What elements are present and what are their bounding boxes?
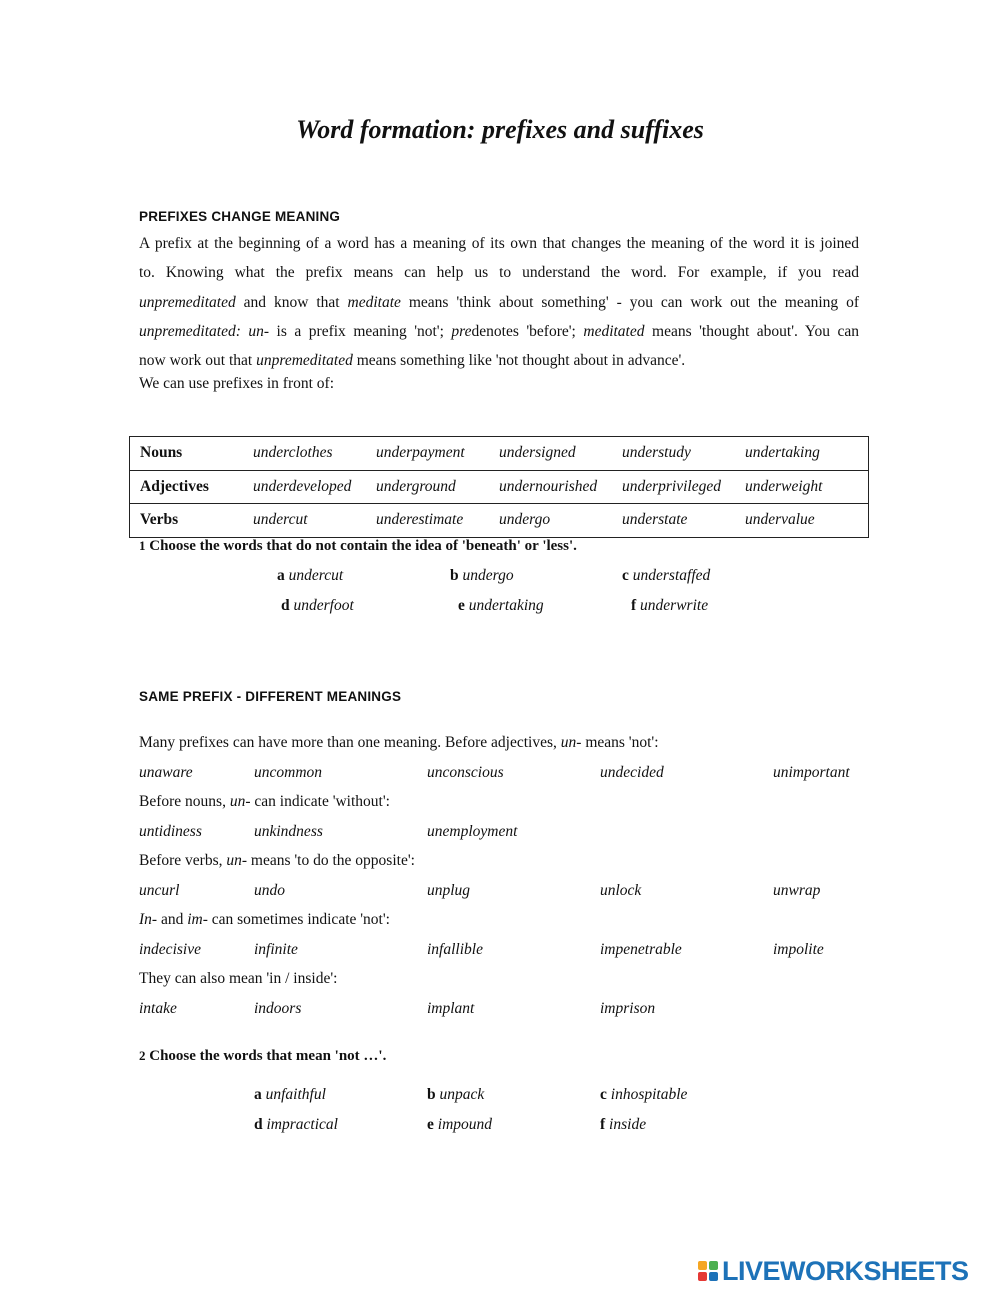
- paragraph-text: meditate: [347, 293, 401, 311]
- intro-text: They can also mean 'in / inside':: [139, 970, 338, 987]
- prefix-meaning-intro: [139, 970, 337, 988]
- option-c[interactable]: [622, 567, 710, 585]
- intro-text: In-: [139, 911, 158, 928]
- example-word: impenetrable: [600, 940, 682, 958]
- table-row: [130, 470, 869, 504]
- logo-block: [698, 1272, 707, 1281]
- example-word: infallible: [427, 940, 483, 958]
- table-cell: undernourished: [499, 470, 622, 504]
- intro-text: means 'to do the opposite':: [247, 852, 415, 869]
- intro-text: can sometimes indicate 'not':: [207, 911, 390, 928]
- paragraph-text: is a prefix meaning 'not';: [269, 322, 452, 340]
- table-row: [130, 504, 869, 538]
- example-word: infinite: [254, 940, 298, 958]
- table-row: [130, 437, 869, 471]
- option-word: impractical: [266, 1116, 338, 1133]
- example-word: indoors: [254, 999, 302, 1017]
- option-letter: d: [254, 1116, 267, 1133]
- example-word: imprison: [600, 999, 656, 1017]
- table-cell: underestimate: [376, 504, 499, 538]
- option-word: understaffed: [632, 567, 711, 584]
- logo-block: [709, 1272, 718, 1281]
- table-cell: understudy: [622, 437, 745, 471]
- paragraph-line: [139, 229, 859, 258]
- intro-text: and: [157, 911, 188, 928]
- option-f[interactable]: [600, 1116, 646, 1134]
- option-letter: e: [458, 597, 469, 614]
- intro-text: can indicate 'without':: [250, 793, 390, 810]
- table-cell: underclothes: [253, 437, 376, 471]
- paragraph-line: [139, 258, 859, 287]
- prefix-explanation-paragraph: [139, 229, 859, 375]
- intro-text: Many prefixes can have more than one meaning. Before adjectives,: [139, 734, 561, 751]
- table-cell: undergo: [499, 504, 622, 538]
- option-letter: b: [427, 1086, 440, 1103]
- section-heading-prefixes: PREFIXES CHANGE MEANING: [139, 209, 341, 224]
- paragraph-text: and know that: [235, 293, 348, 311]
- example-word: uncommon: [254, 763, 323, 781]
- table-cell: underground: [376, 470, 499, 504]
- option-letter: d: [281, 597, 294, 614]
- prefix-examples-table: [129, 436, 869, 538]
- intro-text: im-: [187, 911, 208, 928]
- paragraph-text: now work out that: [139, 352, 257, 370]
- option-f[interactable]: [631, 597, 708, 615]
- intro-text: un-: [560, 734, 582, 751]
- example-word: unplug: [427, 881, 471, 899]
- example-word: unconscious: [427, 763, 504, 781]
- paragraph-line: [139, 317, 859, 346]
- example-word: undecided: [600, 763, 664, 781]
- option-d[interactable]: [281, 597, 354, 615]
- table-cell: underpayment: [376, 437, 499, 471]
- option-letter: b: [450, 567, 463, 584]
- exercise-2-number: 2: [139, 1048, 146, 1063]
- prefix-meaning-intro: [139, 911, 390, 929]
- example-word: unwrap: [773, 881, 821, 899]
- paragraph-text: meditated: [583, 322, 645, 340]
- option-letter: f: [631, 597, 641, 614]
- intro-text: un-: [226, 852, 248, 869]
- option-c[interactable]: [600, 1086, 687, 1104]
- intro-text: un-: [229, 793, 251, 810]
- intro-text: Before nouns,: [139, 793, 230, 810]
- prefix-meaning-intro: [139, 793, 390, 811]
- row-label: Adjectives: [130, 470, 254, 504]
- example-word: uncurl: [139, 881, 180, 899]
- paragraph-line: [139, 346, 859, 375]
- option-e[interactable]: [427, 1116, 492, 1134]
- example-word: undo: [254, 881, 285, 899]
- option-b[interactable]: [450, 567, 514, 585]
- table-cell: undervalue: [745, 504, 869, 538]
- intro-text: Before verbs,: [139, 852, 227, 869]
- option-letter: c: [622, 567, 633, 584]
- table-cell: underdeveloped: [253, 470, 376, 504]
- paragraph-text: pre: [451, 322, 472, 340]
- option-word: undertaking: [468, 597, 544, 614]
- prefix-usage-intro: We can use prefixes in front of:: [139, 375, 335, 392]
- option-letter: a: [277, 567, 289, 584]
- example-word: unemployment: [427, 822, 518, 840]
- option-b[interactable]: [427, 1086, 484, 1104]
- option-word: undercut: [288, 567, 344, 584]
- option-d[interactable]: [254, 1116, 338, 1134]
- prefix-meaning-intro: [139, 734, 659, 752]
- option-word: underwrite: [640, 597, 709, 614]
- logo-block: [709, 1261, 718, 1270]
- logo-text: LIVEWORKSHEETS: [722, 1255, 969, 1286]
- paragraph-text: to. Knowing what the prefix means can help us to understand the word. For example, if you read: [139, 264, 859, 282]
- option-word: unpack: [439, 1086, 485, 1103]
- paragraph-text: unpremeditated: [139, 293, 236, 311]
- paragraph-text: means 'think about something' - you can work out the meaning of: [400, 293, 859, 311]
- option-a[interactable]: [254, 1086, 326, 1104]
- exercise-1-number: 1: [139, 538, 146, 553]
- row-label: Nouns: [130, 437, 254, 471]
- option-word: undergo: [462, 567, 514, 584]
- page-title: Word formation: prefixes and suffixes: [296, 115, 704, 144]
- example-word: untidiness: [139, 822, 202, 840]
- exercise-2-text: Choose the words that mean 'not …'.: [149, 1048, 387, 1064]
- paragraph-text: A prefix at the beginning of a word has a meaning of its own that changes the meaning of the word it is joined: [139, 235, 859, 252]
- table-cell: undersigned: [499, 437, 622, 471]
- paragraph-text: unpremeditated: un-: [139, 322, 270, 340]
- option-letter: c: [600, 1086, 611, 1103]
- exercise-2-question: [139, 1048, 386, 1065]
- section-heading-same-prefix: SAME PREFIX - DIFFERENT MEANINGS: [139, 689, 402, 704]
- table-cell: understate: [622, 504, 745, 538]
- paragraph-text: means 'thought about'. You can: [644, 322, 859, 340]
- example-word: indecisive: [139, 940, 201, 958]
- table-cell: underweight: [745, 470, 869, 504]
- intro-text: means 'not':: [581, 734, 659, 751]
- option-word: underfoot: [293, 597, 354, 614]
- exercise-1-text: Choose the words that do not contain the idea of 'beneath' or 'less'.: [149, 538, 577, 554]
- table-cell: undercut: [253, 504, 376, 538]
- prefix-meaning-intro: [139, 852, 415, 870]
- logo-blocks-icon: [698, 1261, 718, 1281]
- option-word: inhospitable: [610, 1086, 688, 1103]
- option-letter: e: [427, 1116, 438, 1133]
- paragraph-text: unpremeditated: [256, 352, 353, 370]
- paragraph-line: [139, 288, 859, 317]
- exercise-1-question: [139, 538, 577, 555]
- logo-block: [698, 1261, 707, 1270]
- option-word: inside: [609, 1116, 647, 1133]
- table-cell: undertaking: [745, 437, 869, 471]
- option-word: impound: [437, 1116, 493, 1133]
- example-word: unaware: [139, 763, 193, 781]
- example-word: intake: [139, 999, 177, 1017]
- row-label: Verbs: [130, 504, 254, 538]
- table-cell: underprivileged: [622, 470, 745, 504]
- option-e[interactable]: [458, 597, 544, 615]
- example-word: unlock: [600, 881, 642, 899]
- example-word: unimportant: [773, 763, 850, 781]
- option-letter: f: [600, 1116, 610, 1133]
- option-letter: a: [254, 1086, 266, 1103]
- paragraph-text: denotes 'before';: [471, 322, 584, 340]
- example-word: impolite: [773, 940, 824, 958]
- option-word: unfaithful: [265, 1086, 326, 1103]
- paragraph-text: means something like 'not thought about in advance'.: [352, 352, 686, 370]
- example-word: implant: [427, 999, 475, 1017]
- option-a[interactable]: [277, 567, 343, 585]
- liveworksheets-logo: [698, 1257, 969, 1285]
- example-word: unkindness: [254, 822, 323, 840]
